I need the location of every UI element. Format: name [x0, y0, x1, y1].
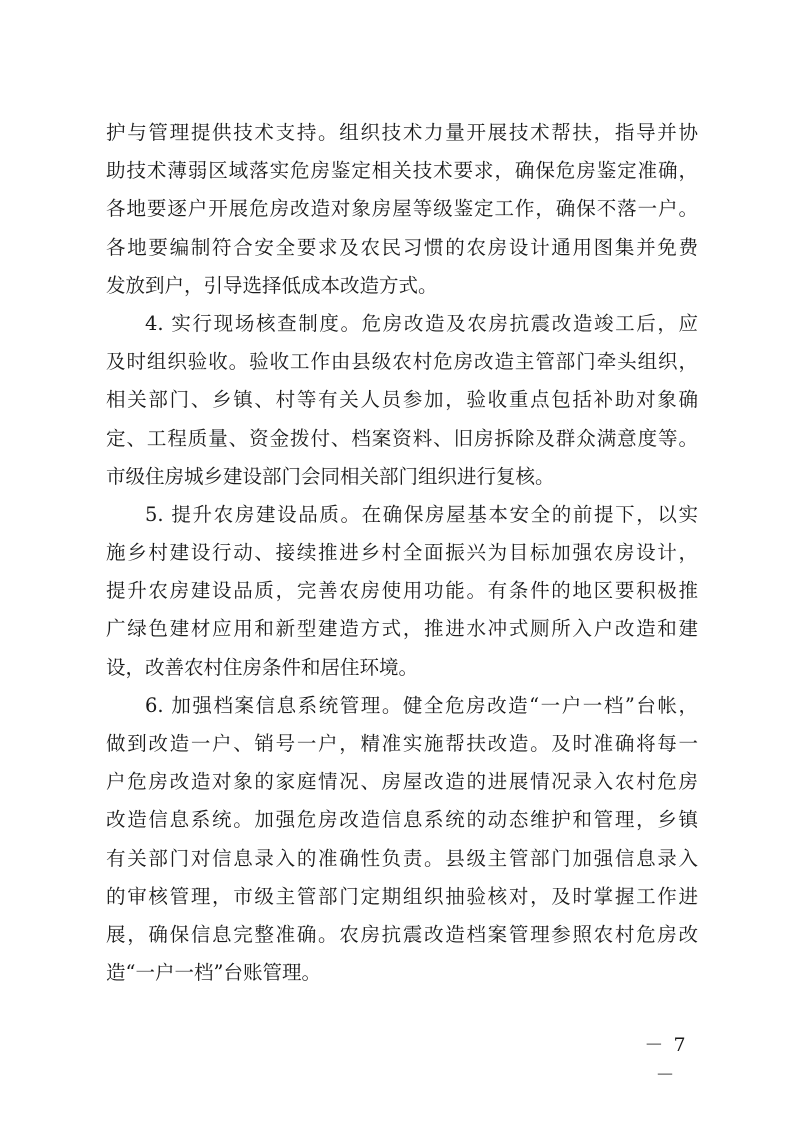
text-line: 及时组织验收。验收工作由县级农村危房改造主管部门牵头组织， — [106, 350, 698, 374]
text-line: 5. 提升农房建设品质。在确保房屋基本安全的前提下，以实 — [145, 502, 698, 526]
paragraph-continuation — [106, 114, 698, 305]
text-line: 发放到户，引导选择低成本改造方式。 — [106, 273, 438, 297]
text-line: 4. 实行现场核查制度。危房改造及农房抗震改造竣工后，应 — [145, 311, 698, 335]
text-line: 助技术薄弱区域落实危房鉴定相关技术要求，确保危房鉴定准确， — [106, 159, 698, 183]
text-line: 提升农房建设品质，完善农房使用功能。有条件的地区要积极推 — [106, 579, 698, 603]
text-line: 户危房改造对象的家庭情况、房屋改造的进展情况录入农村危房 — [106, 770, 698, 794]
paragraph-item-5 — [106, 496, 698, 687]
text-line: 展，确保信息完整准确。农房抗震改造档案管理参照农村危房改 — [106, 922, 698, 946]
paragraph-item-6 — [106, 687, 698, 993]
text-line: 改造信息系统。加强危房改造信息系统的动态维护和管理，乡镇 — [106, 808, 698, 832]
text-line: 相关部门、乡镇、村等有关人员参加，验收重点包括补助对象确 — [106, 388, 698, 412]
text-line: 施乡村建设行动、接续推进乡村全面振兴为目标加强农房设计， — [106, 541, 698, 565]
text-line: 市级住房城乡建设部门会同相关部门组织进行复核。 — [106, 464, 555, 488]
text-line: 设，改善农村住房条件和居住环境。 — [106, 655, 419, 679]
text-line: 护与管理提供技术支持。组织技术力量开展技术帮扶，指导并协 — [106, 121, 698, 144]
text-line: 各地要逐户开展危房改造对象房屋等级鉴定工作，确保不落一户。 — [106, 197, 698, 221]
document-body — [106, 114, 698, 992]
text-line: 造“一户一档”台账管理。 — [106, 961, 321, 985]
text-line: 广绿色建材应用和新型建造方式，推进水冲式厕所入户改造和建 — [106, 617, 698, 641]
text-line: 各地要编制符合安全要求及农民习惯的农房设计通用图集并免费 — [106, 235, 698, 259]
text-line: 的审核管理，市级主管部门定期组织抽验核对，及时掌握工作进 — [106, 884, 698, 908]
text-line: 做到改造一户、销号一户，精准实施帮扶改造。及时准确将每一 — [106, 732, 698, 755]
text-line: 有关部门对信息录入的准确性负责。县级主管部门加强信息录入 — [106, 846, 698, 870]
text-line: 6. 加强档案信息系统管理。健全危房改造“一户一档”台帐， — [145, 693, 698, 717]
paragraph-item-4 — [106, 305, 698, 496]
text-line: 定、工程质量、资金拨付、档案资料、旧房拆除及群众满意度等。 — [106, 426, 698, 450]
page-number: － 7 － — [644, 1034, 688, 1086]
